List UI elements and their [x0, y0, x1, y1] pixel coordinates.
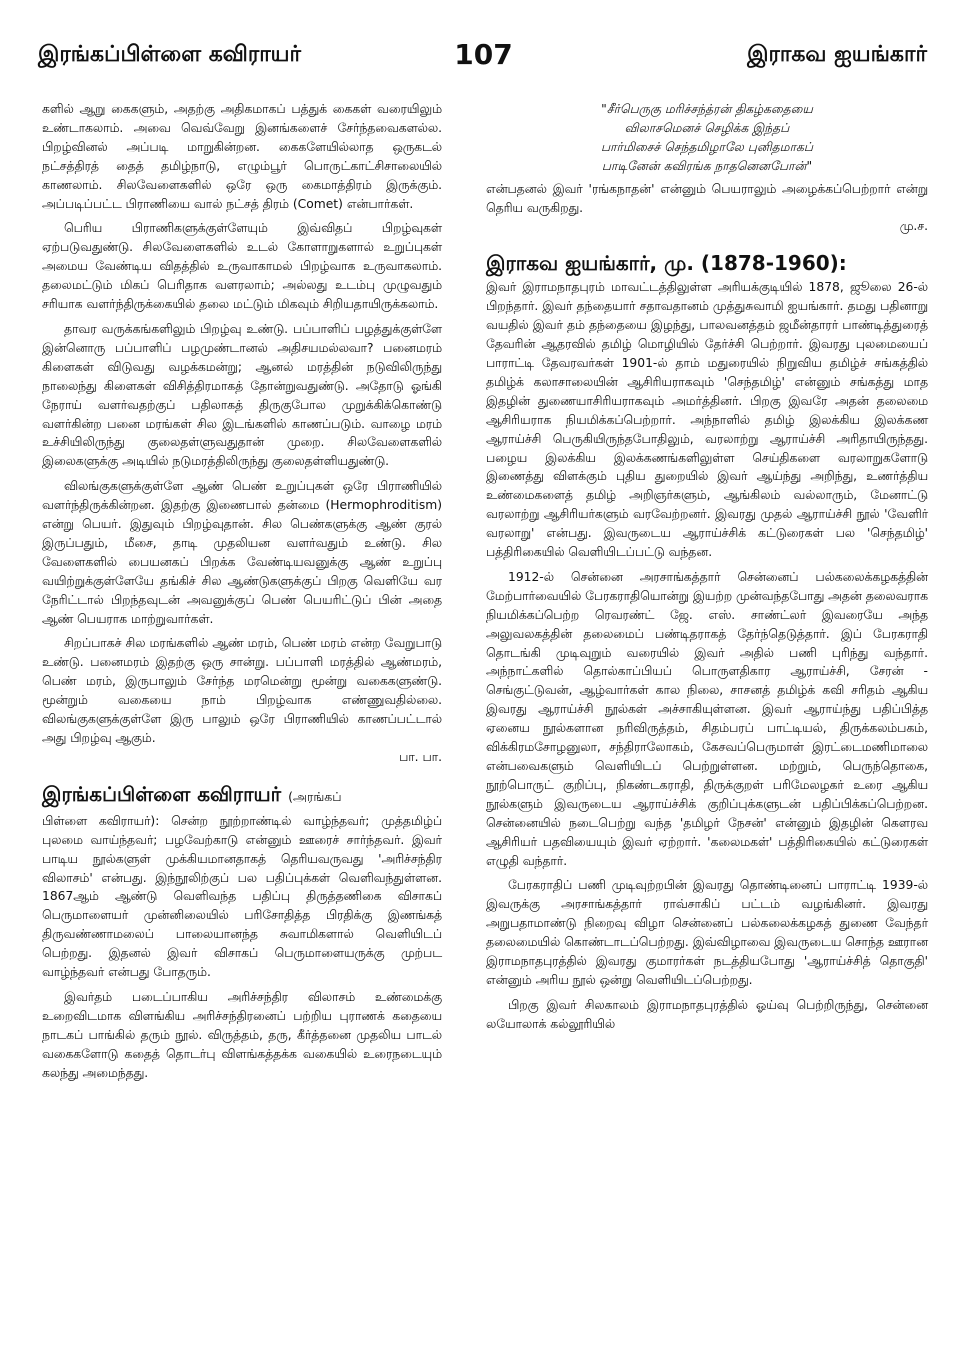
- left-paragraph-1: களில் ஆறு கைகளும், அதற்கு அதிகமாகப் பத்துக் கைகள் வரையிலும் உண்டாகலாம். அவை வெவ்வேறு இனங்களைச் சேர்ந்தவைகளல்ல. பிறழ்வினல் அப்படி மாறுகின்றன. கைகளேயில்லாத ஒருகடல் நட்சத்திரத் தைத் தமிழ்நாடு, எழும்பூர் பொருட்காட்சிசாலையில் காணலாம். சிலவேளைகளில் ஒரே ஒரு கைமாத்திரம் இருக்கும். அப்படிப்பட்ட பிராணியை வால் நட்சத் திரம் (Comet) என்பார்கள்.: [42, 102, 442, 211]
- left-paragraph-5: சிறப்பாகச் சில மரங்களில் ஆண் மரம், பெண் மரம் என்ற வேறுபாடு உண்டு. பனைமரம் இதற்கு ஒரு சான்று. பப்பாளி மரத்தில் ஆண்மரம், பெண் மரம், இருபாலும் சேர்ந்த மரமென்று மூன்று வகைகளுண்டு. மூன்றும் வகையை நாம் பிறழ்வாக எண்ணுவதில்லை. விலங்குகளுக்குள்ளே இரு பாலும் ஒரே பிராணியில் காணப்பட்டால் அது பிறழ்வு ஆகும்.: [42, 636, 442, 745]
- right-paragraph-5: பிறகு இவர் சிலகாலம் இராமநாதபுரத்தில் ஓய்வு பெற்றிருந்து, சென்னை லயோலாக் கல்லூரியில்: [486, 997, 928, 1031]
- entry-title-rangappillai: [42, 779, 442, 812]
- right-paragraph-4: பேரகராதிப் பணி முடிவுற்றபின் இவரது தொண்டினைப் பாராட்டி 1939-ல் இவருக்கு அரசாங்கத்தார் ராவ்சாகிப் பட்டம் வழங்கினர். இவரது அறுபதாமாண்டு நிறைவு விழா சென்னைப் பல்கலைக்கழகத் துணை வேந்தர் தலைமையில் கொண்டாடப்பெற்றது. இவ்விழாவை இவருடைய சொந்த ஊரான இராமநாதபுரத்தில் இவரது குமாரர்கள் நடத்தியபோது 'ஆராய்ச்சித் தொகுதி' என்னும் அரிய நூல் ஒன்று வெளியிடப்பெற்றது.: [486, 878, 928, 987]
- left-paragraph-2: பெரிய பிராணிகளுக்குள்ளேயும் இவ்விதப் பிறழ்வுகள் ஏற்படுவதுண்டு. சிலவேளைகளில் உடல் கோளாறுகளால் உறுப்புகள் அமைய வேண்டிய விதத்தில் உருவாகாமல் பிறழ்வாக உருவாகலாம். தலைமட்டும் மிகப் பெரிதாக வளரலாம்; அல்லது உடம்பு முழுவதும் சரியாக வளர்ந்திருக்கையில் தலை மட்டும் மிகவும் சிறியதாயிருக்கலாம்.: [42, 221, 442, 312]
- verse-line-4: பாடினேன் கவிரங்க நாதனெனபோன்": [601, 158, 813, 173]
- entry-title-sub: (அரங்கப்: [288, 788, 342, 804]
- entry-title-text: இரங்கப்பிள்ளை கவிராயர்: [42, 781, 282, 806]
- verse-line-1: "சீர்பெருகு மரிச்சந்த்ரன் திகழ்கதையை: [601, 102, 813, 116]
- left-paragraph-7: இவர்தம் படைப்பாகிய அரிச்சந்திர விலாசம் உண்மைக்கு உறைவிடமாக விளங்கிய அரிச்சந்திரனைப் பற்றிய புராணக் கதையை நாடகப் பாங்கில் தரும் நூல். விருத்தம், தரு, கீர்த்தனை முதலிய பாடல் வகைகளோடு கதைத் தொடர்பு விளங்கத்தக்க வகையில் உரைநடையும் கலந்து அமைந்தது.: [42, 989, 442, 1080]
- right-column: [486, 100, 928, 1034]
- left-column: [42, 100, 442, 1083]
- entry-title-text: இராகவ ஐயங்கார், மு.: [486, 251, 694, 276]
- right-paragraph-2: இவர் இராமநாதபுரம் மாவட்டத்திலுள்ள அரியக்குடியில் 1878, ஜூலை 26-ல் பிறந்தார். இவர் தந்தையார் சதாவதானம் முத்துசுவாமி ஐயங்கார். தமது பதினாறு வயதில் இவர் தம் தந்தையை இழந்து, பாலவனத்தம் ஜமீன்தாரர் பாண்டித்துரைத் தேவரின் ஆதரவில் தமிழ் மொழியில் தேர்ச்சி பெற்றார். இவரது புலமையைப் பாராட்டி தேவரவர்கள் 1901-ல் தாம் மதுரையில் நிறுவிய தமிழ்ச் சங்கத்தில் தமிழ்க் கலாசாலையின் ஆசிரியராகவும் 'செந்தமிழ்' என்னும் சங்கத்து மாத இதழின் துணையாசிரியராகவும் அமர்த்தினர். பிறகு இவரே அதன் தலைமை ஆசிரியராக நியமிக்கப்பெற்றார். அந்நாளில் தமிழ் இலக்கிய இலக்கண ஆராய்ச்சி பெருகியிருந்தபோதிலும், வரலாற்று ஆராய்ச்சி அரிதாயிருந்தது. பழைய இலக்கிய இலக்கணங்களிலுள்ள செய்திகளை வரலாறுகளோடு இணைத்து விளக்கும் புதிய துறையில் இவர் ஆய்ந்து அறிந்து, உணர்த்திய உண்மைகளைத் தமிழ் அறிஞர்களும், ஆங்கிலம் வல்லாரும், மேனாட்டு வரலாற்று ஆசிரியர்களும் வரவேற்றனர். இவரது முதல் ஆராய்ச்சி நூல் 'வேளிர் வரலாறு' என்பது. இவருடைய ஆராய்ச்சிக் கட்டுரைகள் பல 'செந்தமிழ்' பத்திரிகையில் வெளியிடப்பட்டு வந்தன.: [486, 280, 928, 560]
- verse-line-3: பார்மிசைச் செந்தமிழாலே புனிதமாகப்: [600, 139, 814, 154]
- right-signature: மு.ச.: [899, 219, 928, 234]
- entry-title-years: (1878-1960):: [700, 251, 847, 276]
- left-paragraph-6: பிள்ளை கவிராயர்): சென்ற நூற்றாண்டில் வாழ்ந்தவர்; முத்தமிழ்ப் புலமை வாய்ந்தவர்; பழவேற்காடு என்னும் ஊரைச் சார்ந்தவர். இவர் பாடிய நூல்களுள் முக்கியமானதாகத் தெரியவருவது 'அரிச்சந்திர விலாசம்' என்பது. இந்நூலிற்குப் பல பதிப்புக்கள் வெளிவந்துள்ளன. 1867ஆம் ஆண்டு வெளிவந்த பதிப்பு திருத்தணிகை விசாகப் பெருமாளையர் முன்னிலையில் பரிசோதித்த பிரதிக்கு இணங்கத் திருவண்ணாமலைப் பாலையானந்த சுவாமிகளால் வெளியிடப் பெற்றது. இதனல் இவர் விசாகப் பெருமாளையருக்கு முற்பட வாழ்ந்தவர் என்பது போதரும்.: [42, 813, 442, 980]
- header-right-title: இராகவ ஐயங்கார்: [747, 42, 927, 67]
- verse-line-2: விலாசமெனச் செழிக்க இந்தப்: [624, 120, 790, 135]
- verse-block: [486, 100, 928, 176]
- left-signature: பா. பா.: [399, 749, 442, 764]
- entry-title-ragava-iyengar: [486, 248, 928, 278]
- right-paragraph-3: 1912-ல் சென்னை அரசாங்கத்தார் சென்னைப் பல்கலைக்கழகத்தின் மேற்பார்வையில் பேரகராதியொன்று இயற்ற முன்வந்தபோது அதன் தலைவராக நியமிக்கப்பெற்ற ரெவரண்ட் ஜே. எஸ். சாண்ட்லர் இவரையே அந்த அலுவலகத்தின் தலைமைப் பண்டிதராகத் தேர்ந்தெடுத்தார். இப் பேரகராதி தொடங்கி முடிவுறும் வரையில் இவர் அதில் பணி புரிந்து வந்தார். அந்நாட்களில் தொல்காப்பியப் பொருளதிகார ஆராய்ச்சி, சேரன் - செங்குட்டுவன், ஆழ்வார்கள் கால நிலை, சாசனத் தமிழ்க் கவி சரிதம் ஆகிய இவரது ஆராய்ச்சி நூல்கள் அச்சாகியுள்ளன. இவர் ஆராய்ந்து பதிப்பித்த ஏனைய நூல்களான நரிவிருத்தம், சிதம்பரப் பாட்டியல், திருக்கலம்பகம், விக்கிரமசோழனுலா, சந்திராலோகம், கேசவப்பெருமாள் இரட்டைமணிமாலை என்பவைகளும் வெளியிடப் பெற்றுள்ளன. மற்றும், பெருந்தொகை, நூற்பொருட் குறிப்பு, நிகண்டகராதி, திருக்குறள் பரிமேலழகர் உரை ஆகிய நூல்களும் இவருடைய ஆராய்ச்சிக் குறிப்புக்களுடன் பதிப்பிக்கப்பெற்றன. சென்னையில் நடைபெற்று வந்த 'தமிழர் நேசன்' என்னும் இதழின் கௌரவ ஆசிரியர் பதவியையும் இவர் ஏற்றார். 'கலைமகள்' பத்திரிகையில் கட்டுரைகள் எழுதி வந்தார்.: [486, 569, 928, 868]
- left-paragraph-3: தாவர வருக்கங்களிலும் பிறழ்வு உண்டு. பப்பாளிப் பழத்துக்குள்ளே இன்னொரு பப்பாளிப் பழமுண்டானல் அதிசயமல்லவா? பனைமரம் கிளைகள் விடுவது வழக்கமன்று; ஆனல் மரத்தின் நடுவிலிருந்து நாலைந்து கிளைகள் விசித்திரமாகத் தோன்றுவதுண்டு. அதோடு ஓங்கி நேராய் வளர்வதற்குப் பதிலாகத் திருகுபோல முறுக்கிக்கொண்டு வளர்கின்ற பனை மரங்கள் சில இடங்களில் காணப்படும். வாழை மரம் உச்சியிலிருந்து குலைதள்ளுவதுதான் முறை. சிலவேளைகளில் இலைகளுக்கு அடியில் நடுமரத்திலிருந்து குலைதள்ளியதுண்டு.: [42, 321, 442, 469]
- right-paragraph-1: என்பதனல் இவர் 'ரங்கநாதன்' என்னும் பெயராலும் அழைக்கப்பெற்றார் என்று தெரிய வருகிறது.: [486, 181, 928, 215]
- page-number: 107: [454, 38, 513, 71]
- left-paragraph-4: விலங்குகளுக்குள்ளே ஆண் பெண் உறுப்புகள் ஒரே பிராணியில் வளர்ந்திருக்கின்றன. இதற்கு இணைபால் தன்மை (Hermophroditism) என்று பெயர். இதுவும் பிறழ்வுதான். சில பெண்களுக்கு ஆண் குரல் இருப்பதும், மீசை, தாடி முதலியன வளர்வதும் உண்டு. சில வேளைகளில் பையனகப் பிறக்க வேண்டியவனுக்கு ஆண் உறுப்பு வயிற்றுக்குள்ளேயே தங்கிச் சில ஆண்டுகளுக்குப் பிறகு வெளியே வர நேரிட்டால் பிறந்தவுடன் அவனுக்குப் பெண் பெயரிட்டுப் பின் அதை ஆண் பெயராக மாற்றுவார்கள்.: [42, 479, 442, 626]
- header-left-title: இரங்கப்பிள்ளை கவிராயர்: [38, 42, 302, 67]
